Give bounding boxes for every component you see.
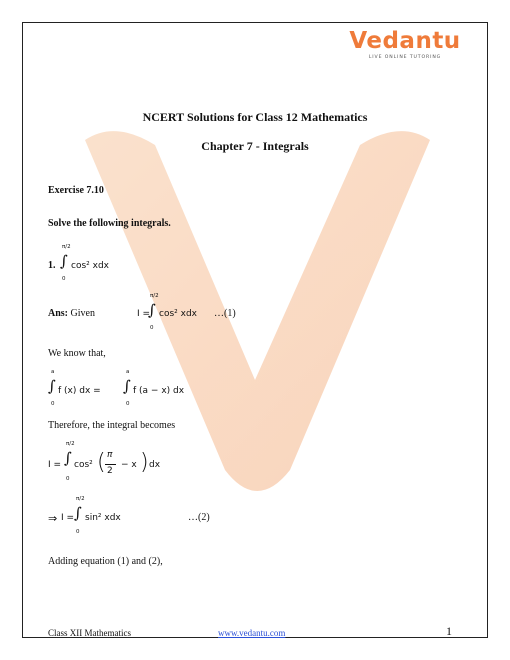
right-paren: ) (140, 450, 149, 475)
step-lhs: I = (48, 460, 62, 470)
lower-limit: 0 (62, 276, 66, 282)
answer-given: Given (70, 308, 95, 319)
page-number: 1 (446, 624, 452, 638)
step-upper-limit: π/2 (66, 441, 75, 447)
answer-integrand: cos² xdx (159, 309, 197, 319)
equation-number-2: …(2) (188, 512, 210, 523)
answer-lhs: I = (137, 309, 151, 319)
therefore-text: Therefore, the integral becomes (48, 420, 176, 431)
implies-symbol: ⇒ (48, 512, 58, 525)
implies-lower-limit: 0 (76, 529, 80, 535)
footer-class-label: Class XII Mathematics (48, 628, 131, 638)
answer-upper-limit: π/2 (150, 293, 159, 299)
footer-website-link[interactable]: www.vedantu.com (218, 628, 286, 638)
property-lhs: f (x) dx = (58, 386, 101, 396)
question-number: 1. (48, 260, 56, 271)
exercise-heading: Exercise 7.10 (48, 185, 104, 196)
integral-sign: ∫ (123, 377, 131, 395)
chapter-title: Chapter 7 - Integrals (201, 139, 309, 153)
implies-lhs: I = (61, 513, 75, 523)
step-lower-limit: 0 (66, 476, 70, 482)
left-paren: ( (97, 450, 106, 475)
logo-wordmark: Vedantu (349, 28, 461, 54)
we-know-text: We know that, (48, 348, 106, 359)
implies-integrand: sin² xdx (85, 513, 121, 523)
implies-upper-limit: π/2 (76, 496, 85, 502)
integral-sign: ∫ (64, 449, 72, 467)
vedantu-logo (346, 30, 464, 60)
fraction-denominator: 2 (107, 466, 113, 476)
logo-tagline: LIVE ONLINE TUTORING (368, 55, 442, 60)
answer-lower-limit: 0 (150, 325, 154, 331)
page-title: NCERT Solutions for Class 12 Mathematics (142, 110, 368, 124)
step-dx: dx (149, 460, 161, 470)
step-rest: − x (121, 460, 137, 470)
integral-sign: ∫ (74, 504, 82, 522)
adding-text: Adding equation (1) and (2), (48, 556, 163, 567)
property-upper-limit: a (51, 369, 55, 375)
step-function: cos² (74, 460, 93, 470)
integral-sign: ∫ (148, 301, 156, 319)
integral-sign: ∫ (60, 252, 68, 270)
instruction-text: Solve the following integrals. (48, 218, 171, 229)
property-upper-limit: a (126, 369, 130, 375)
integrand: cos² xdx (71, 261, 109, 271)
fraction-numerator: π (107, 450, 113, 460)
property-lower-limit: 0 (126, 401, 130, 407)
fraction-bar (105, 464, 116, 465)
property-lower-limit: 0 (51, 401, 55, 407)
property-rhs: f (a − x) dx (133, 386, 185, 396)
answer-label: Ans: (48, 308, 69, 319)
equation-number: …(1) (214, 308, 236, 319)
integral-sign: ∫ (48, 377, 56, 395)
vedantu-watermark (75, 120, 440, 500)
upper-limit: π/2 (62, 244, 71, 250)
answer-line (48, 308, 95, 319)
